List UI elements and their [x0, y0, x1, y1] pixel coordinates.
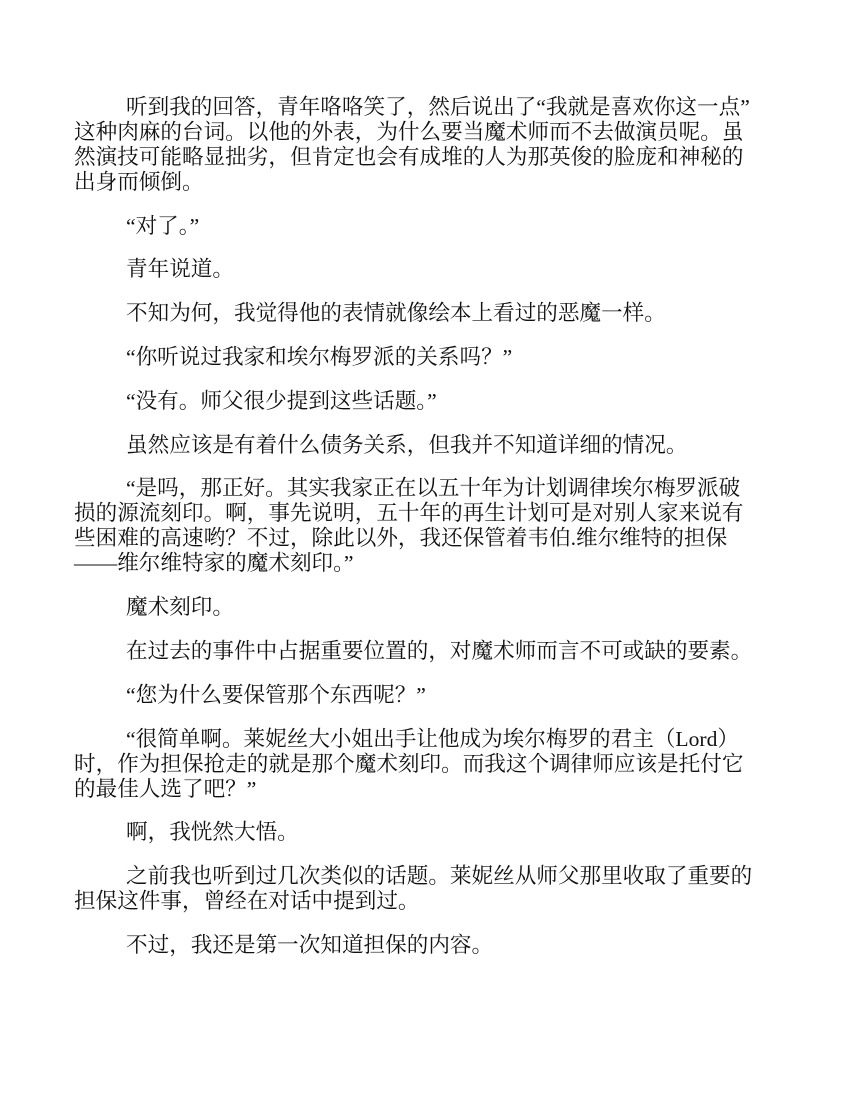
paragraph: 魔术刻印。: [126, 595, 234, 620]
paragraph: 不过，我还是第一次知道担保的内容。: [126, 932, 494, 957]
paragraph: 啊，我恍然大悟。: [126, 820, 299, 845]
novel-text-block: [74, 95, 755, 958]
paragraph: 听到我的回答，青年咯咯笑了，然后说出了“我就是喜欢你这一点”这种肉麻的台词。以他的外表，为什么要当魔术师而不去做演员呢。虽然演技可能略显拙劣，但肯定也会有成堆的人为那英俊的脸庞和神秘的出身而倾倒。: [74, 94, 750, 194]
paragraph: “没有。师父很少提到这些话题。”: [126, 388, 437, 413]
paragraph: 之前我也听到过几次类似的话题。莱妮丝从师父那里收取了重要的担保这件事，曾经在对话中提到过。: [74, 864, 753, 914]
paragraph: “您为什么要保管那个东西呢？”: [126, 682, 426, 707]
paragraph: “你听说过我家和埃尔梅罗派的关系吗？”: [126, 344, 513, 369]
paragraph: “是吗，那正好。其实我家正在以五十年为计划调律埃尔梅罗派破损的源流刻印。啊，事先说明，五十年的再生计划可是对别人家来说有些困难的高速哟？不过，除此以外，我还保管着韦伯.维尔维特的担保——维尔维特家的魔术刻印。”: [74, 476, 744, 576]
paragraph: 虽然应该是有着什么债务关系，但我并不知道详细的情况。: [126, 432, 688, 457]
paragraph: 不知为何，我觉得他的表情就像绘本上看过的恶魔一样。: [126, 301, 666, 326]
paragraph: “很简单啊。莱妮丝大小姐出手让他成为埃尔梅罗的君主（Lord）时，作为担保抢走的就是那个魔术刻印。而我这个调律师应该是托付它的最佳人选了吧？”: [74, 726, 744, 801]
paragraph: 在过去的事件中占据重要位置的，对魔术师而言不可或缺的要素。: [126, 638, 753, 663]
paragraph: “对了。”: [126, 213, 200, 238]
paragraph: 青年说道。: [126, 257, 234, 282]
